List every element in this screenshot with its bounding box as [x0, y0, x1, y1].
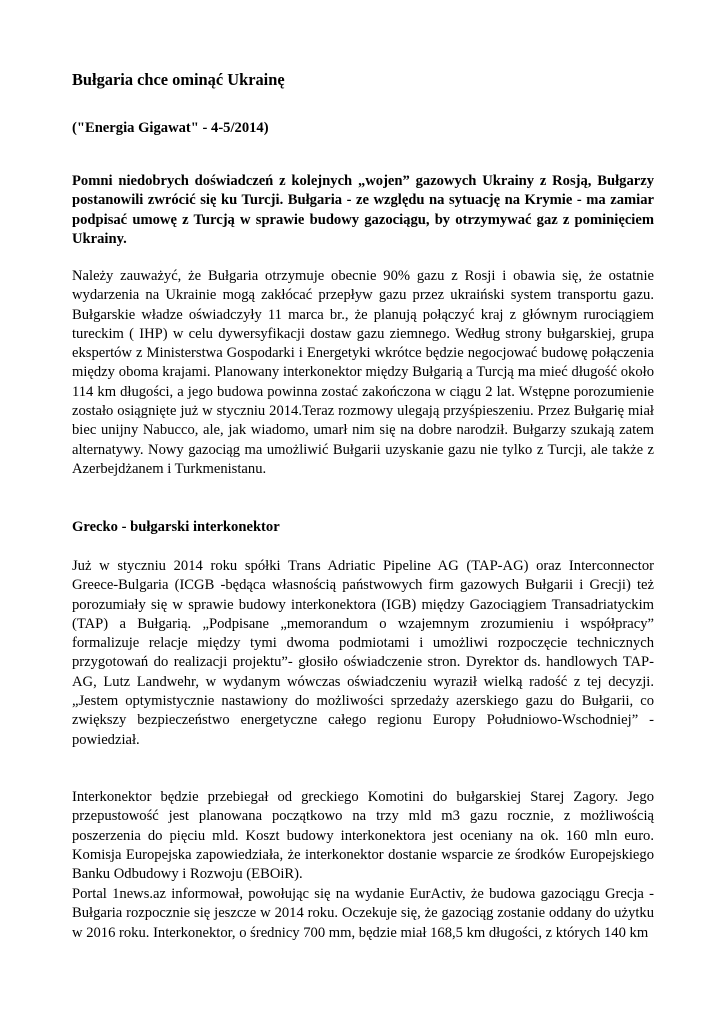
paragraph-2: Już w styczniu 2014 roku spółki Trans Adriatic Pipeline AG (TAP-AG) oraz Interconnector Greece-Bulgaria (ICGB -będąca własnością państwowych firm gazowych Bułgarii i Grecji) też porozumiały się w sprawie budowy interkonektora (IGB) między Gazociągiem Transadriatyckim (TAP) a Bułgarią. „Podpisane „memorandum o wzajemnym zrozumieniu i współpracy” formalizuje relacje między tymi dwoma podmiotami i umożliwi rozpoczęcie technicznych przygotowań do realizacji projektu”- głosiło oświadczenie stron. Dyrektor ds. handlowych TAP-AG, Lutz Landwehr, w wydanym wówczas oświadczeniu wyraził wielką radość z tej decyzji. „Jestem optymistycznie nastawiony do możliwości sprzedaży azerskiego gazu do Bułgarii, co zwiększy bezpieczeństwo energetyczne całego regionu Europy Południowo-Wschodniej” - powiedział.	[72, 558, 654, 748]
section-heading: Grecko - bułgarski interkonektor	[72, 519, 280, 535]
article-title: Bułgaria chce ominąć Ukrainę	[72, 70, 285, 89]
paragraph-4: Portal 1news.az informował, powołując się na wydanie EurActiv, że budowa gazociągu Grecja - Bułgaria rozpocznie się jeszcze w 2014 roku. Oczekuje się, że gazociąg zostanie oddany do użytku w 2016 roku. Interkonektor, o średnicy 700 mm, będzie miał 168,5 km długości, z których 140 km	[72, 886, 654, 941]
article-lead: Pomni niedobrych doświadczeń z kolejnych „wojen” gazowych Ukrainy z Rosją, Bułgarzy postanowili zwrócić się ku Turcji. Bułgaria - ze względu na sytuację na Krymie - ma zamiar podpisać umowę z Turcją w sprawie budowy gazociągu, by otrzymywać gaz z pominięciem Ukrainy.	[72, 173, 654, 247]
article-source: ("Energia Gigawat" - 4-5/2014)	[72, 120, 269, 136]
paragraph-1: Należy zauważyć, że Bułgaria otrzymuje obecnie 90% gazu z Rosji i obawia się, że ostatnie wydarzenia na Ukrainie mogą zakłócać przepływ gazu przez ukraiński system transportu gazu. Bułgarskie władze oświadczyły 11 marca br., że planują połączyć kraj z głównym rurociągiem tureckim ( IHP) w celu dywersyfikacji dostaw gazu ziemnego. Według strony bułgarskiej, grupa ekspertów z Ministerstwa Gospodarki i Energetyki wkrótce będzie negocjować budowę połączenia między oboma krajami. Planowany interkonektor między Bułgarią a Turcją ma mieć długość około 114 km długości, a jego budowa powinna zostać zakończona w ciągu 2 lat. Wstępne porozumienie zostało osiągnięte już w styczniu 2014.Teraz rozmowy ulegają przyśpieszeniu. Przez Bułgarię miał biec unijny Nabucco, ale, jak wiadomo, umarł nim się na dobre narodził. Bułgarzy szukają zatem alternatywy. Nowy gazociąg ma umożliwić Bułgarii uzyskanie gazu nie tylko z Turcji, ale także z Azerbejdżanem i Turkmenistanu.	[72, 268, 654, 477]
paragraph-3: Interkonektor będzie przebiegał od greckiego Komotini do bułgarskiej Starej Zagory. Jego przepustowość jest planowana początkowo na trzy mld m3 gazu rocznie, z możliwością poszerzenia do pięciu mld. Koszt budowy interkonektora jest oceniany na ok. 160 mln euro. Komisja Europejska zapowiedziała, że interkonektor dostanie wsparcie ze środków Europejskiego Banku Odbudowy i Rozwoju (EBOiR).	[72, 789, 654, 883]
